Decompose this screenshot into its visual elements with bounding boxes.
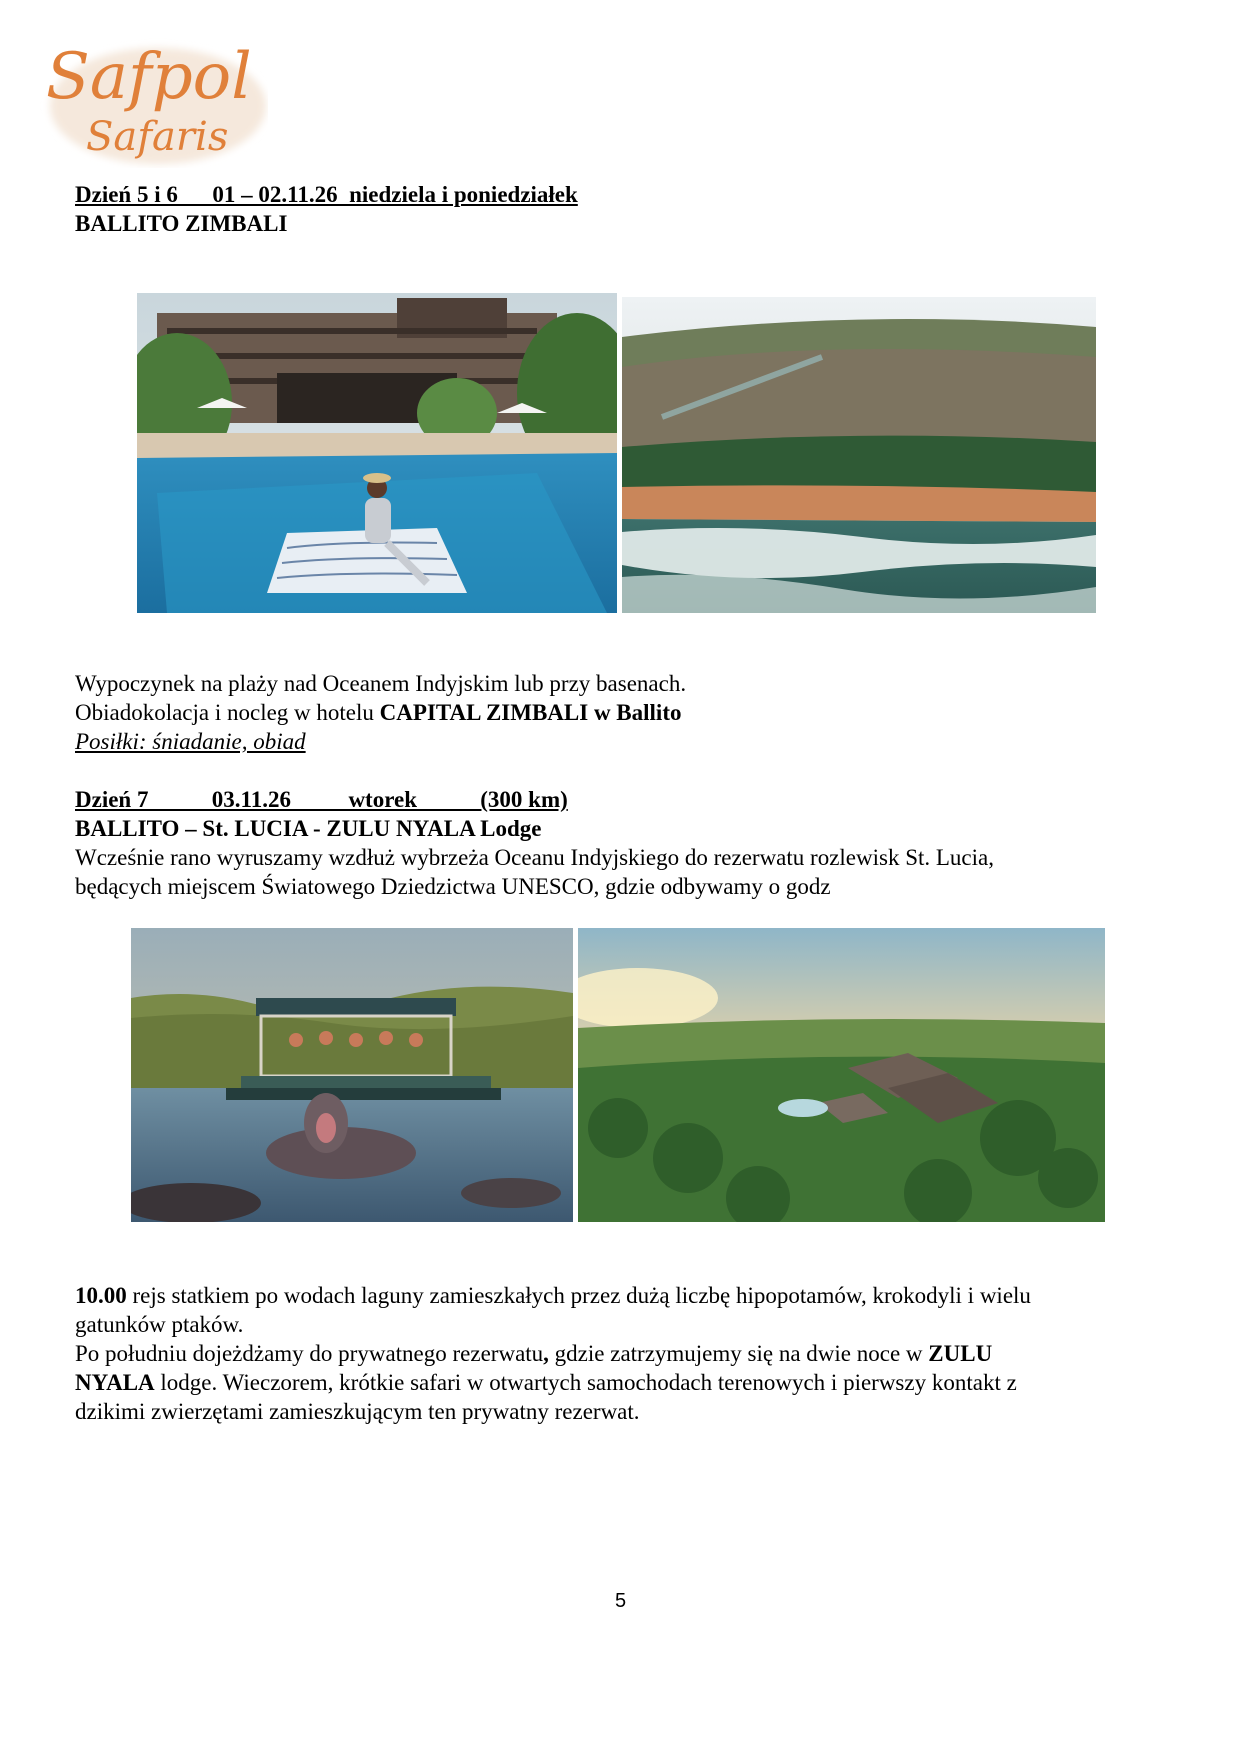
afternoon-text-b: gdzie zatrzymujemy się na dwie noce w <box>548 1341 929 1366</box>
relax-line: Wypoczynek na plaży nad Oceanem Indyjskim lub przy basenach. <box>75 671 687 696</box>
day-5-6-heading: Dzień 5 i 6 01 – 02.11.26 niedziela i poniedziałek <box>75 182 578 207</box>
day-7-route: BALLITO – St. LUCIA - ZULU NYALA Lodge <box>75 816 542 841</box>
afternoon-text-c: lodge. Wieczorem, krótkie safari w otwartych samochodach terenowych i pierwszy kontakt z <box>154 1370 1017 1395</box>
day-7-intro-line-2: będących miejscem Światowego Dziedzictwa UNESCO, gdzie odbywamy o godz <box>75 874 831 899</box>
lodge-aerial-photo <box>578 928 1105 1222</box>
lodge-name-part-2: NYALA <box>75 1370 155 1395</box>
hotel-pool-photo <box>137 293 617 613</box>
dinner-line <box>75 698 681 727</box>
day-7-heading: Dzień 7 03.11.26 wtorek (300 km) <box>75 787 568 812</box>
afternoon-comma: , <box>543 1341 549 1366</box>
aerial-coast-photo <box>622 297 1096 613</box>
hotel-name: CAPITAL ZIMBALI w Ballito <box>379 700 682 725</box>
page-number: 5 <box>614 1590 627 1612</box>
cruise-time: 10.00 <box>75 1283 127 1308</box>
afternoon-line-1 <box>75 1339 992 1368</box>
afternoon-line-3: dzikimi zwierzętami zamieszkującym ten prywatny rezerwat. <box>75 1399 640 1424</box>
hippo-boat-photo <box>131 928 573 1222</box>
svg-text:Safaris: Safaris <box>86 114 229 160</box>
cruise-line-1 <box>75 1281 1031 1310</box>
day-5-6-location: BALLITO ZIMBALI <box>75 211 288 236</box>
svg-text:Safpol: Safpol <box>46 40 252 114</box>
dinner-line-text: Obiadokolacja i nocleg w hotelu <box>75 700 380 725</box>
cruise-line-2: gatunków ptaków. <box>75 1312 244 1337</box>
lodge-name-part-1: ZULU <box>928 1341 993 1366</box>
cruise-text: rejs statkiem po wodach laguny zamieszkałych przez dużą liczbę hipopotamów, krokodyli i wielu <box>126 1283 1031 1308</box>
afternoon-text-a: Po południu dojeżdżamy do prywatnego rezerwatu <box>75 1341 544 1366</box>
afternoon-line-2 <box>75 1368 1017 1397</box>
meals-line: Posiłki: śniadanie, obiad <box>75 729 306 754</box>
safpol-safaris-logo <box>38 28 268 168</box>
day-7-intro-line-1: Wcześnie rano wyruszamy wzdłuż wybrzeża Oceanu Indyjskiego do rezerwatu rozlewisk St. Lucia, <box>75 845 994 870</box>
